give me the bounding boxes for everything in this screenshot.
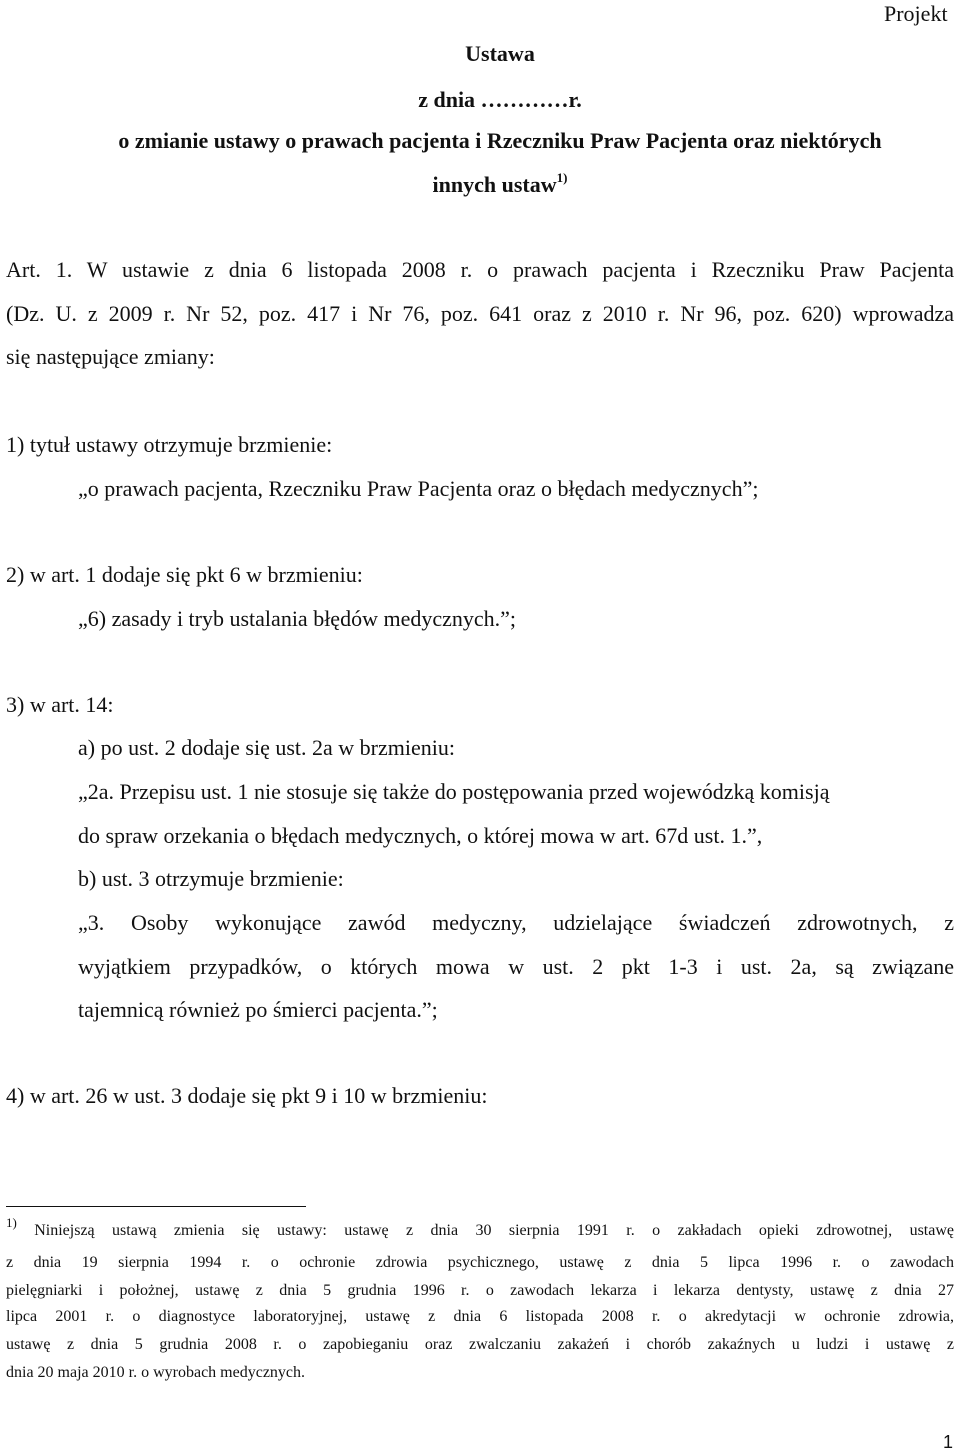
change-3a-intro: a) po ust. 2 dodaje się ust. 2a w brzmieniu:	[78, 735, 455, 760]
article-1-line-2: (Dz. U. z 2009 r. Nr 52, poz. 417 i Nr 76, poz. 641 oraz z 2010 r. Nr 96, poz. 620) wprowadza	[6, 301, 954, 326]
page-number: 1	[943, 1432, 954, 1452]
footnote-line-2: z dnia 19 sierpnia 1994 r. o ochronie zdrowia psychicznego, ustawę z dnia 5 lipca 1996 r. o zawodach	[6, 1254, 954, 1271]
footnote-reference: 1)	[556, 169, 568, 185]
change-1-intro: 1) tytuł ustawy otrzymuje brzmienie:	[6, 432, 333, 457]
act-date: z dnia …………r.	[418, 87, 582, 112]
change-2-intro: 2) w art. 1 dodaje się pkt 6 w brzmieniu:	[6, 562, 363, 587]
footnote-separator	[6, 1206, 306, 1207]
project-label: Projekt	[884, 1, 948, 26]
article-1-line-1: Art. 1. W ustawie z dnia 6 listopada 2008 r. o prawach pacjenta i Rzeczniku Praw Pacjenta	[6, 257, 954, 282]
act-subject-line-1: o zmianie ustawy o prawach pacjenta i Rzeczniku Praw Pacjenta oraz niektórych	[118, 128, 882, 153]
footnote-marker: 1)	[6, 1214, 17, 1230]
footnote-line-6: dnia 20 maja 2010 r. o wyrobach medycznych.	[6, 1364, 306, 1381]
article-1-line-3: się następujące zmiany:	[6, 344, 215, 369]
change-3b-text-line-3: tajemnicą również po śmierci pacjenta.”;	[78, 997, 438, 1022]
footnote-line-5: ustawę z dnia 5 grudnia 2008 r. o zapobieganiu oraz zwalczaniu zakażeń i chorób zakaźnych u ludzi i ustawę z	[6, 1336, 954, 1353]
change-3b-text-line-2: wyjątkiem przypadków, o których mowa w ust. 2 pkt 1-3 i ust. 2a, są związane	[78, 954, 954, 979]
change-3a-text-line-2: do spraw orzekania o błędach medycznych, o której mowa w art. 67d ust. 1.”,	[78, 823, 763, 848]
change-3b-intro: b) ust. 3 otrzymuje brzmienie:	[78, 866, 344, 891]
footnote-line-4: lipca 2001 r. o diagnostyce laboratoryjnej, ustawę z dnia 6 listopada 2008 r. o akredytacji w ochronie zdrowia,	[6, 1308, 954, 1325]
act-title: Ustawa	[465, 41, 535, 66]
footnote-line-1: $^{1)}$ Niniejszą ustawą zmienia się ustawy: ustawę z dnia 30 sierpnia 1991 r. o zakładach opieki zdrowotnej, ustawę	[6, 1214, 955, 1239]
footnote-line-3: pielęgniarki i położnej, ustawę z dnia 5 grudnia 1996 r. o zawodach lekarza i lekarza dentysty, ustawę z dnia 27	[6, 1282, 954, 1299]
change-3a-text-line-1: „2a. Przepisu ust. 1 nie stosuje się także do postępowania przed wojewódzką komisją	[78, 779, 830, 804]
change-3b-text-line-1: „3. Osoby wykonujące zawód medyczny, udzielające świadczeń zdrowotnych, z	[78, 910, 954, 935]
change-3-intro: 3) w art. 14:	[6, 692, 114, 717]
change-1-text: „o prawach pacjenta, Rzeczniku Praw Pacjenta oraz o błędach medycznych”;	[78, 476, 759, 501]
act-subject-line-2: innych ustaw$^{1)}$	[432, 169, 568, 197]
change-2-text: „6) zasady i tryb ustalania błędów medycznych.”;	[78, 606, 517, 631]
change-4-intro: 4) w art. 26 w ust. 3 dodaje się pkt 9 i 10 w brzmieniu:	[6, 1083, 488, 1108]
